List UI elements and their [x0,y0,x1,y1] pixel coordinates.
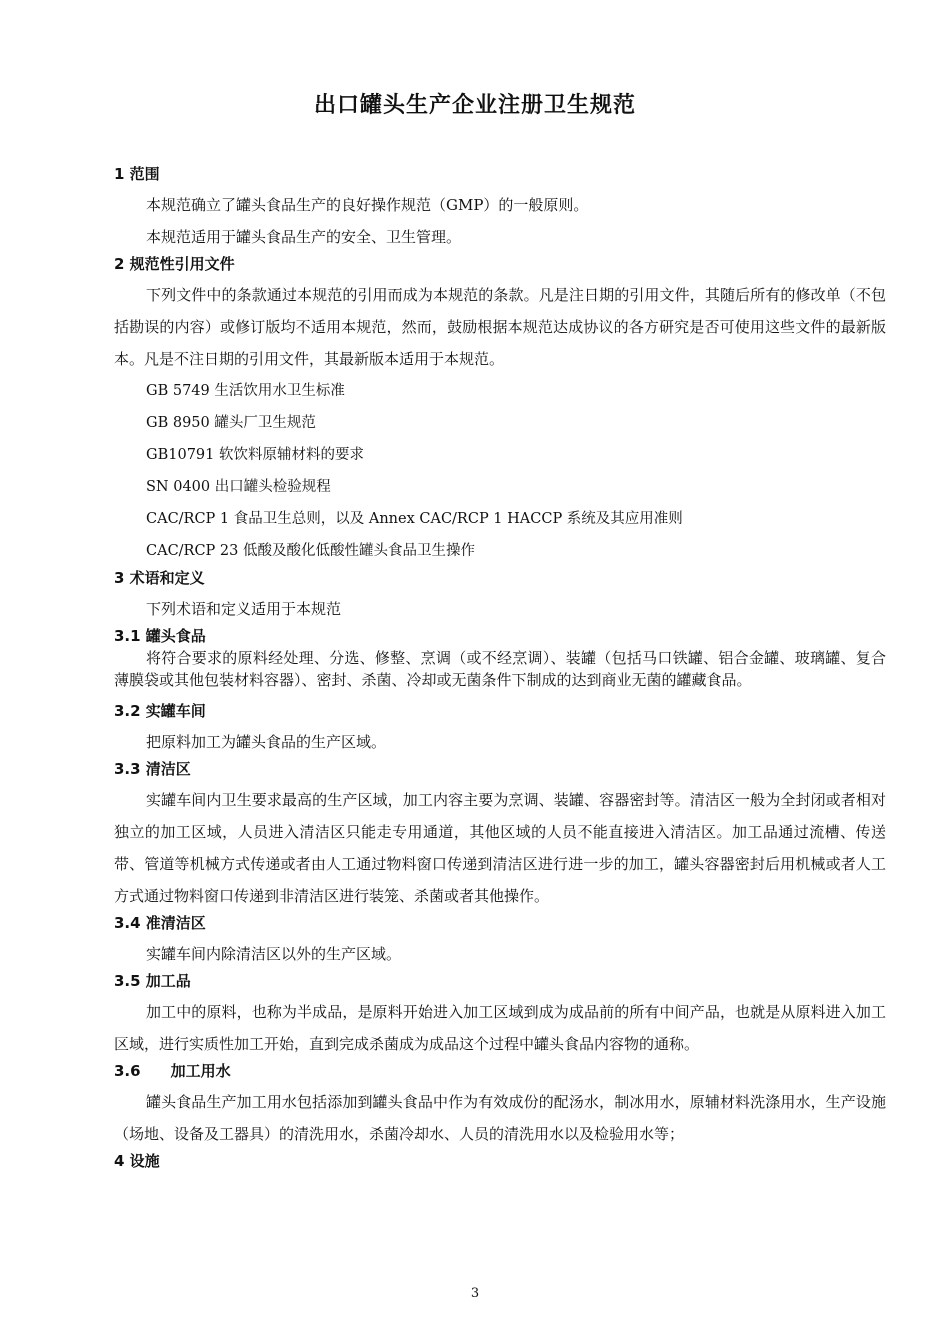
document-body [114,163,886,1172]
section-heading-facilities: 4 设施 [114,1152,160,1170]
term-definition: 将符合要求的原料经处理、分选、修整、烹调（或不经烹调）、装罐（包括马口铁罐、铝合金罐、玻璃罐、复合薄膜袋或其他包装材料容器）、密封、杀菌、冷却或无菌条件下制成的达到商业无菌的罐藏食品。 [114,649,886,689]
reference-item: CAC/RCP 23 低酸及酸化低酸性罐头食品卫生操作 [146,543,475,559]
paragraph: 本规范适用于罐头食品生产的安全、卫生管理。 [146,228,462,246]
term-definition: 加工中的原料，也称为半成品，是原料开始进入加工区域到成为成品前的所有中间产品，也就是从原料进入加工区域，进行实质性加工开始，直到完成杀菌成为成品这个过程中罐头食品内容物的通称。 [114,1003,886,1053]
paragraph: 本规范确立了罐头食品生产的良好操作规范（GMP）的一般原则。 [146,196,589,214]
term-definition: 把原料加工为罐头食品的生产区域。 [146,733,387,751]
term-heading-canning-workshop: 3.2 实罐车间 [114,702,206,720]
section-heading-scope: 1 范围 [114,165,160,183]
reference-item: CAC/RCP 1 食品卫生总则，以及 Annex CAC/RCP 1 HACCP 系统及其应用准则 [146,511,683,527]
paragraph: 下列文件中的条款通过本规范的引用而成为本规范的条款。凡是注日期的引用文件，其随后所有的修改单（不包括勘误的内容）或修订版均不适用本规范，然而，鼓励根据本规范达成协议的各方研究是否可使用这些文件的最新版本。凡是不注日期的引用文件，其最新版本适用于本规范。 [114,286,886,368]
term-heading-work-in-process: 3.5 加工品 [114,972,191,990]
section-heading-terms: 3 术语和定义 [114,569,205,587]
term-heading-quasi-clean-zone: 3.4 准清洁区 [114,914,206,932]
page-title: 出口罐头生产企业注册卫生规范 [313,93,636,118]
section-heading-normative-references: 2 规范性引用文件 [114,255,235,273]
term-heading-canned-food: 3.1 罐头食品 [114,627,206,645]
term-definition: 实罐车间内除清洁区以外的生产区域。 [146,945,402,963]
term-definition: 实罐车间内卫生要求最高的生产区域，加工内容主要为烹调、装罐、容器密封等。清洁区一般为全封闭或者相对独立的加工区域，人员进入清洁区只能走专用通道，其他区域的人员不能直接进入清洁区。加工品通过流槽、传送带、管道等机械方式传递或者由人工通过物料窗口传递到清洁区进行进一步的加工，罐头容器密封后用机械或者人工方式通过物料窗口传递到非清洁区进行装笼、杀菌或者其他操作。 [114,791,886,905]
reference-item: GB 8950 罐头厂卫生规范 [146,415,316,431]
paragraph: 下列术语和定义适用于本规范 [146,600,342,618]
reference-item: SN 0400 出口罐头检验规程 [146,479,331,495]
term-heading-clean-zone: 3.3 清洁区 [114,760,191,778]
reference-item: GB10791 软饮料原辅材料的要求 [146,447,364,463]
page-number: 3 [470,1286,480,1301]
reference-item: GB 5749 生活饮用水卫生标准 [146,383,345,399]
term-heading-process-water: 3.6 加工用水 [114,1062,231,1080]
term-definition: 罐头食品生产加工用水包括添加到罐头食品中作为有效成份的配汤水，制冰用水，原辅材料洗涤用水，生产设施（场地、设备及工器具）的清洗用水，杀菌冷却水、人员的清洗用水以及检验用水等； [114,1093,886,1143]
